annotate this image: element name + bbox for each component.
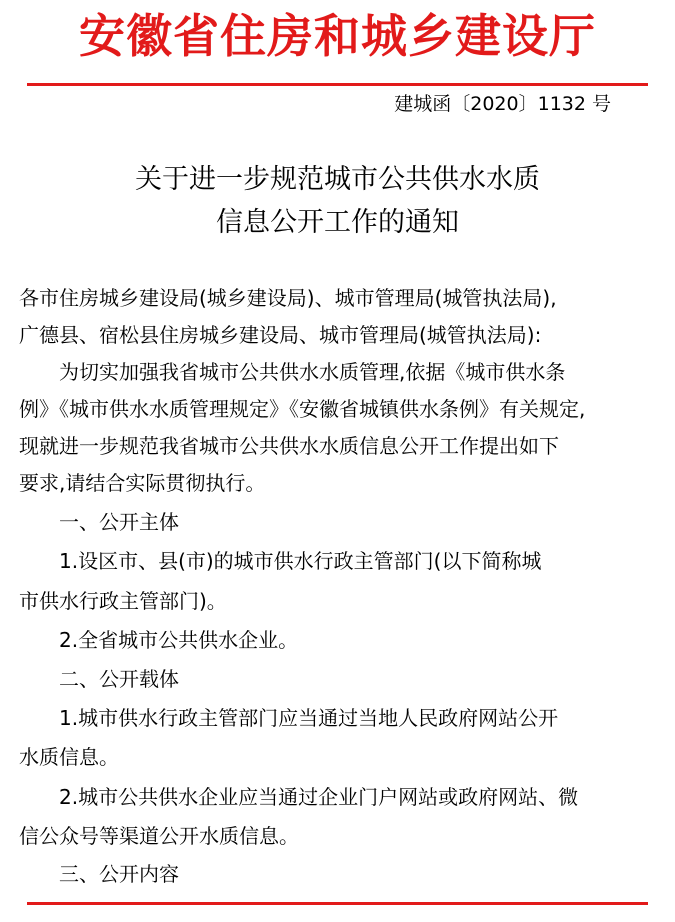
section-heading: 一、公开主体 [19, 510, 179, 534]
document-title-line-1: 关于进一步规范城市公共供水水质 [135, 164, 540, 195]
letterhead-title: 安徽省住房和城乡建设厅 [79, 9, 596, 63]
body-line: 广德县、宿松县住房城乡建设局、城市管理局(城管执法局): [19, 323, 542, 347]
body-line: 各市住房城乡建设局(城乡建设局)、城市管理局(城管执法局), [19, 286, 557, 310]
section-heading: 二、公开载体 [19, 667, 179, 691]
section-heading: 三、公开内容 [19, 862, 179, 886]
footer-rule [27, 902, 648, 905]
body-line: 水质信息。 [19, 745, 119, 769]
body-line: 1.设区市、县(市)的城市供水行政主管部门(以下简称城 [19, 549, 542, 573]
document-number: 建城函〔2020〕1132 号 [394, 93, 611, 115]
body-line: 1.城市供水行政主管部门应当通过当地人民政府网站公开 [19, 706, 559, 730]
body-line: 2.全省城市公共供水企业。 [19, 628, 299, 652]
body-line: 信公众号等渠道公开水质信息。 [19, 824, 299, 848]
body-line: 要求,请结合实际贯彻执行。 [19, 471, 266, 495]
body-line: 例》《城市供水水质管理规定》《安徽省城镇供水条例》有关规定, [19, 397, 586, 421]
body-line: 2.城市公共供水企业应当通过企业门户网站或政府网站、微 [19, 785, 579, 809]
body-line: 现就进一步规范我省城市公共供水水质信息公开工作提出如下 [19, 434, 559, 458]
letterhead-rule-top [27, 83, 648, 86]
body-line: 为切实加强我省城市公共供水水质管理,依据《城市供水条 [19, 360, 566, 384]
document-title-line-2: 信息公开工作的通知 [216, 207, 459, 238]
body-line: 市供水行政主管部门)。 [19, 589, 227, 613]
